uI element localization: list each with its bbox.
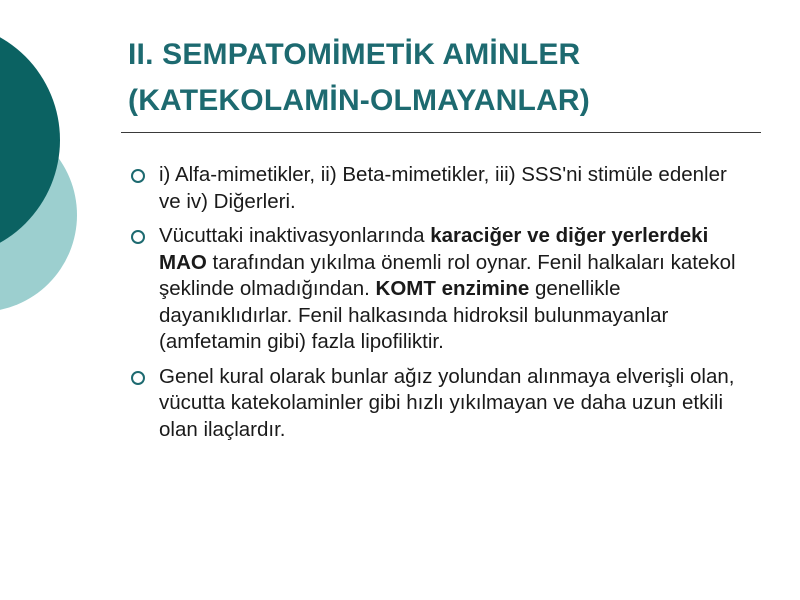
bullet-list	[128, 162, 753, 451]
bullet-text: i) Alfa-mimetikler, ii) Beta-mimetikler, iii) SSS'ni stimüle edenler ve iv) Diğerleri.	[159, 163, 727, 213]
hollow-circle-icon	[131, 230, 145, 244]
bullet-text: Genel kural olarak bunlar ağız yolundan alınmaya elverişli olan, vücutta katekolaminler gibi hızlı yıkılmayan ve daha uzun etkili olan ilaçlardır.	[159, 364, 735, 441]
bullet-item	[128, 364, 753, 444]
hollow-circle-icon	[131, 169, 145, 183]
bullet-text: genellikle dayanıklıdırlar. Fenil halkasında hidroksil bulunmayanlar (amfetamin gibi) fazla lipofiliktir.	[159, 277, 669, 353]
bullet-text-bold: KOMT enzimine	[375, 277, 530, 300]
title-divider	[121, 132, 761, 133]
bullet-item	[128, 223, 753, 356]
bullet-text-bold: karaciğer ve diğer yerlerdeki MAO	[159, 224, 709, 274]
bullet-text: tarafından yıkılma önemli rol oynar. Fenil halkaları katekol şeklinde olmadığından.	[159, 250, 736, 300]
bullet-text: Vücuttaki inaktivasyonlarında	[159, 224, 431, 247]
title-line-2: (KATEKOLAMİN-OLMAYANLAR)	[128, 84, 590, 117]
title-line-1: II. SEMPATOMİMETİK AMİNLER	[128, 38, 581, 71]
hollow-circle-icon	[131, 371, 145, 385]
bullet-item	[128, 162, 753, 215]
slide-title	[128, 32, 768, 124]
